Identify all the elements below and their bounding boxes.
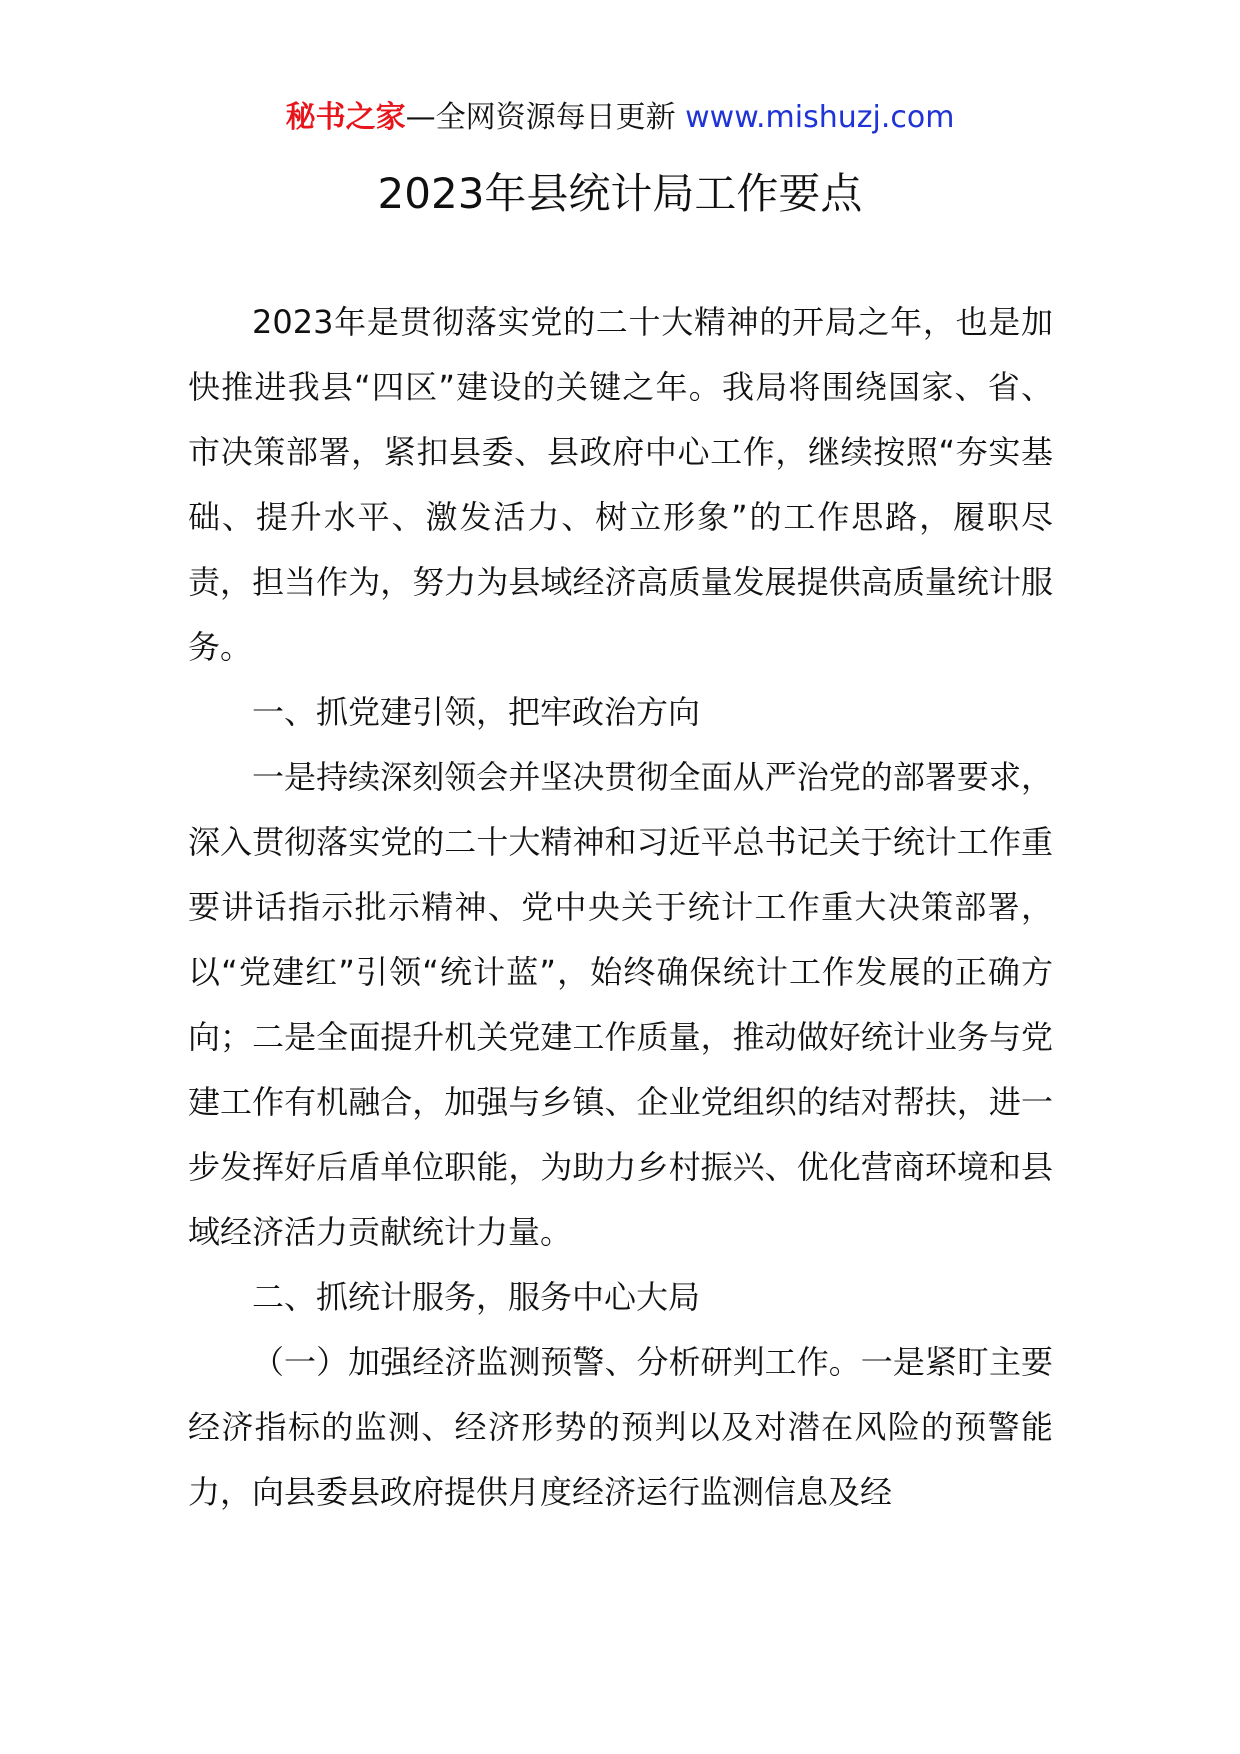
brand-tagline: —全网资源每日更新: [405, 100, 686, 135]
watermark-header: [0, 98, 1240, 138]
document-title: 2023年县统计局工作要点: [377, 169, 863, 218]
document-body: [188, 290, 1053, 1525]
section-2-paragraph: （一）加强经济监测预警、分析研判工作。一是紧盯主要经济指标的监测、经济形势的预判以及对潜在风险的预警能力，向县委县政府提供月度经济运行监测信息及经: [188, 1343, 1053, 1511]
section-1-paragraph: 一是持续深刻领会并坚决贯彻全面从严治党的部署要求，深入贯彻落实党的二十大精神和习近平总书记关于统计工作重要讲话指示批示精神、党中央关于统计工作重大决策部署，以“党建红”引领“统计蓝”，始终确保统计工作发展的正确方向；二是全面提升机关党建工作质量，推动做好统计业务与党建工作有机融合，加强与乡镇、企业党组织的结对帮扶，进一步发挥好后盾单位职能，为助力乡村振兴、优化营商环境和县域经济活力贡献统计力量。: [188, 758, 1053, 1251]
section-2-heading: 二、抓统计服务，服务中心大局: [252, 1278, 701, 1316]
site-url[interactable]: www.mishuzj.com: [685, 100, 955, 135]
brand-name: 秘书之家: [285, 100, 406, 135]
section-1-heading: 一、抓党建引领，把牢政治方向: [252, 693, 701, 731]
intro-paragraph: 2023年是贯彻落实党的二十大精神的开局之年，也是加快推进我县“四区”建设的关键之年。我局将围绕国家、省、市决策部署，紧扣县委、县政府中心工作，继续按照“夯实基础、提升水平、激发活力、树立形象”的工作思路，履职尽责，担当作为，努力为县域经济高质量发展提供高质量统计服务。: [188, 303, 1053, 666]
